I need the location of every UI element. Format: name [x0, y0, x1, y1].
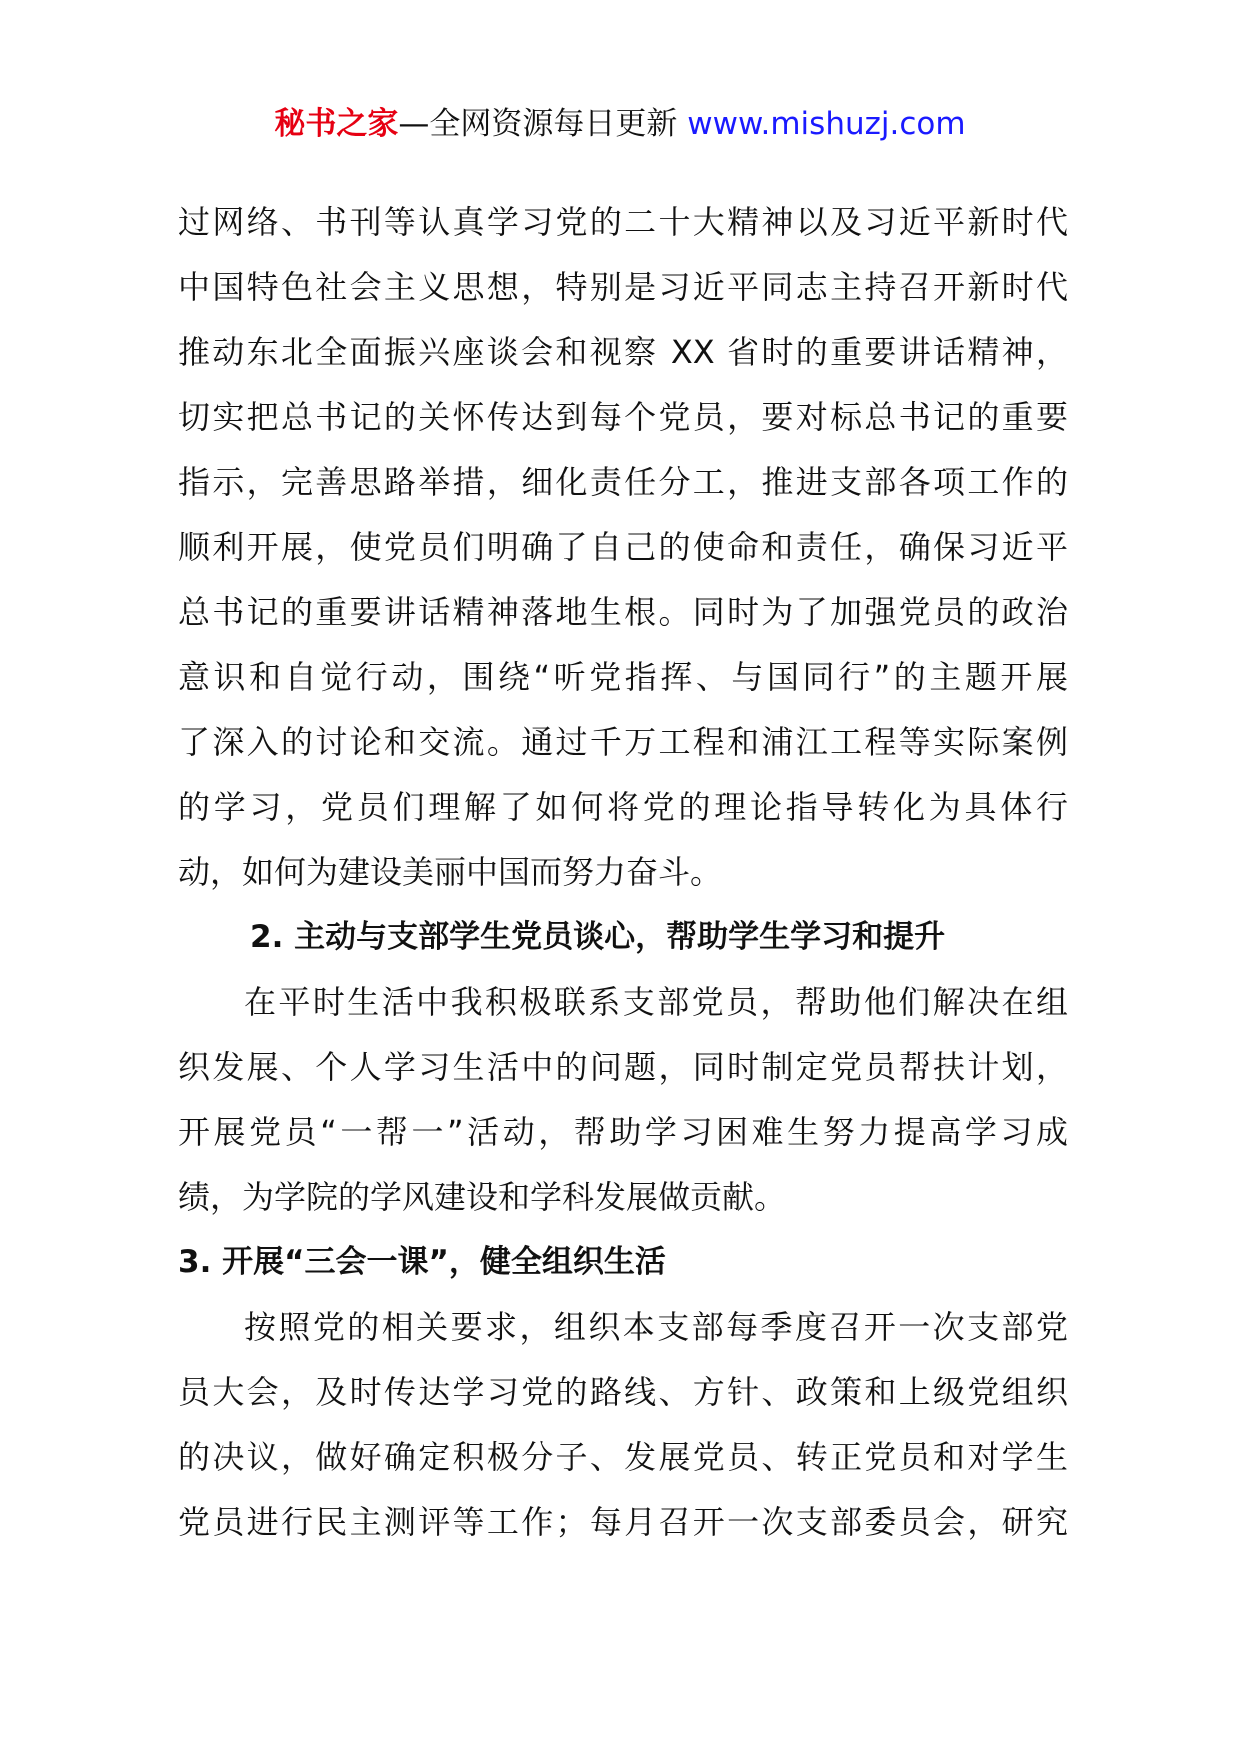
paragraph-1 [178, 190, 1068, 905]
text-line: 的决议，做好确定积极分子、发展党员、转正党员和对学生 [178, 1438, 1068, 1476]
text-line: 推动东北全面振兴座谈会和视察 XX 省时的重要讲话精神， [178, 333, 1068, 371]
header-brand: 秘书之家 [274, 106, 399, 142]
text-line: 意识和自觉行动，围绕“听党指挥、与国同行”的主题开展 [178, 658, 1068, 696]
paragraph-3 [178, 1295, 1068, 1555]
text-line: 织发展、个人学习生活中的问题，同时制定党员帮扶计划， [178, 1048, 1068, 1086]
page-header [0, 100, 1240, 148]
text-line: 绩，为学院的学风建设和学科发展做贡献。 [178, 1178, 787, 1216]
section-heading-2: 2. 主动与支部学生党员谈心，帮助学生学习和提升 [250, 919, 946, 955]
text-line: 开展党员“一帮一”活动，帮助学习困难生努力提高学习成 [178, 1113, 1068, 1151]
text-line: 动，如何为建设美丽中国而努力奋斗。 [178, 853, 723, 891]
text-line: 了深入的讨论和交流。通过千万工程和浦江工程等实际案例 [178, 723, 1068, 761]
text-line: 员大会，及时传达学习党的路线、方针、政策和上级党组织 [178, 1373, 1068, 1411]
text-line: 党员进行民主测评等工作；每月召开一次支部委员会，研究 [178, 1503, 1068, 1541]
text-line: 在平时生活中我积极联系支部党员，帮助他们解决在组 [244, 983, 1068, 1021]
text-line: 过网络、书刊等认真学习党的二十大精神以及习近平新时代 [178, 203, 1068, 241]
text-line: 按照党的相关要求，组织本支部每季度召开一次支部党 [244, 1308, 1068, 1346]
paragraph-2 [178, 970, 1068, 1230]
text-line: 中国特色社会主义思想，特别是习近平同志主持召开新时代 [178, 268, 1068, 306]
text-line: 的学习，党员们理解了如何将党的理论指导转化为具体行 [178, 788, 1068, 826]
header-url-link[interactable]: www.mishuzj.com [687, 106, 966, 142]
text-line: 指示，完善思路举措，细化责任分工，推进支部各项工作的 [178, 463, 1068, 501]
text-line: 顺利开展，使党员们明确了自己的使命和责任，确保习近平 [178, 528, 1068, 566]
section-heading-3: 3. 开展“三会一课”，健全组织生活 [178, 1244, 666, 1280]
text-line: 切实把总书记的关怀传达到每个党员，要对标总书记的重要 [178, 398, 1068, 436]
document-body [178, 190, 1068, 1555]
header-tagline: —全网资源每日更新 [398, 106, 688, 142]
text-line: 总书记的重要讲话精神落地生根。同时为了加强党员的政治 [178, 593, 1068, 631]
